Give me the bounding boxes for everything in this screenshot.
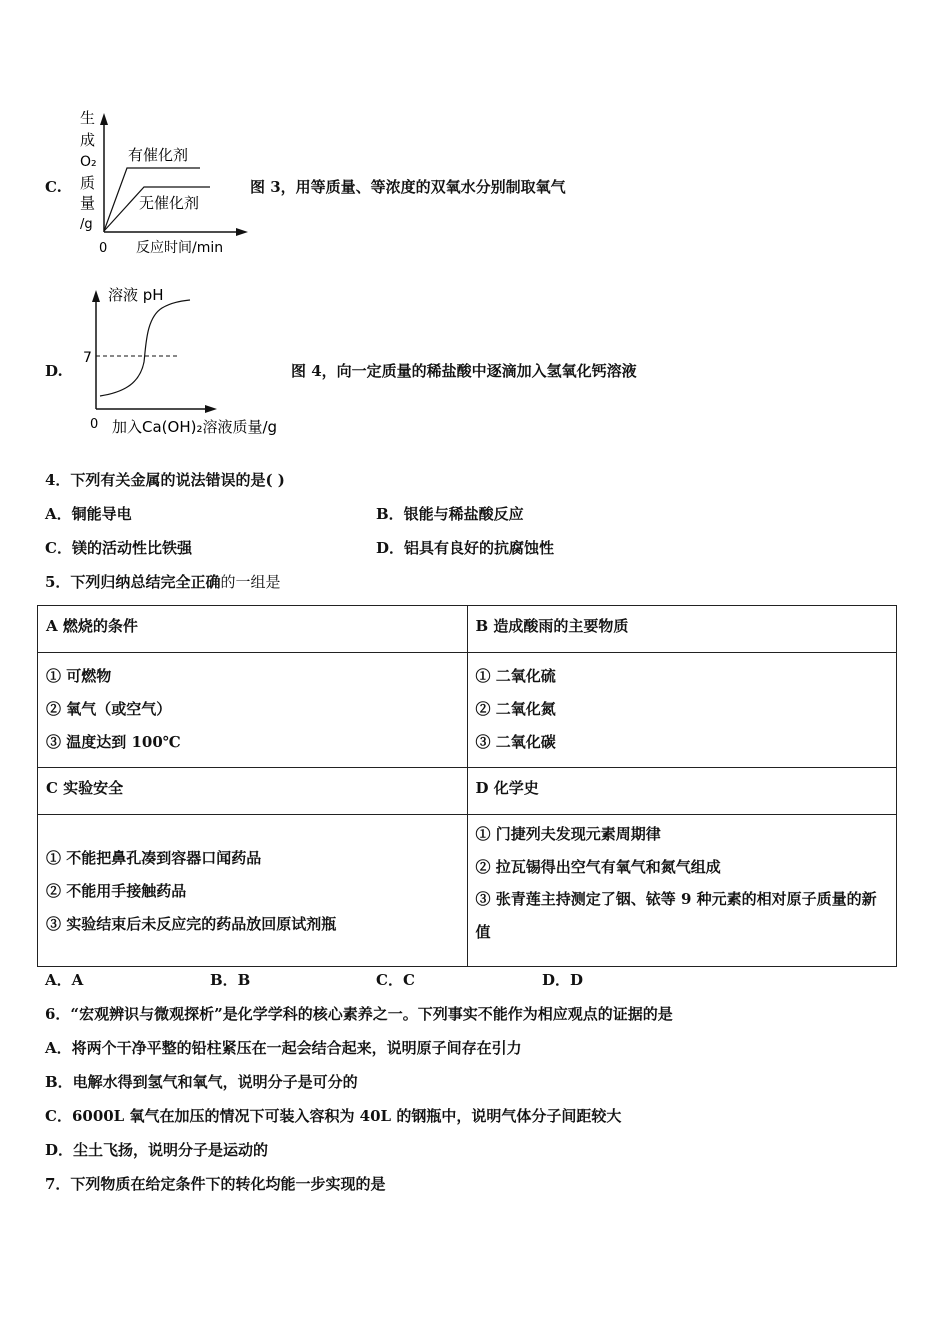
cell-c-title: C 实验安全	[38, 768, 468, 815]
q4-option-c: C．镁的活动性比铁强	[45, 539, 192, 557]
graph-c-y-arrow	[100, 113, 108, 125]
cell-c-items	[38, 815, 468, 967]
graph-c-ylabel-2: 成	[80, 131, 96, 149]
q5-option-c: C．C	[376, 971, 415, 989]
graph-c-ylabel-4: 质	[80, 174, 96, 192]
option-d-label: D.	[45, 362, 63, 380]
cell-c-item: ① 不能把鼻孔凑到容器口闻药品	[46, 848, 262, 867]
graph-c-ylabel-1: 生	[80, 109, 96, 127]
graph-d-curve	[100, 300, 190, 396]
q5-option-d: D．D	[542, 971, 584, 989]
graph-d-y-arrow	[92, 290, 100, 302]
graph-c-ylabel-3: O₂	[80, 154, 97, 170]
q4-option-b: B．银能与稀盐酸反应	[376, 505, 524, 523]
graph-c-curve-catalyst	[104, 168, 200, 231]
cell-d-item: ② 拉瓦锡得出空气有氧气和氮气组成	[475, 857, 721, 876]
option-c-label: C.	[45, 178, 62, 196]
q7-stem: 7．下列物质在给定条件下的转化均能一步实现的是	[45, 1175, 386, 1193]
q5-stem-bold: 5．下列归纳总结完全正确	[45, 573, 221, 591]
cell-a-item: ② 氧气（或空气）	[46, 699, 172, 718]
q6-stem: 6．“宏观辨识与微观探析”是化学学科的核心素养之一。下列事实不能作为相应观点的证据的是	[45, 1005, 673, 1023]
cell-d-title: D 化学史	[467, 768, 897, 815]
graph-d-ylabel: 溶液 pH	[108, 286, 164, 304]
q6-option-d: D．尘土飞扬，说明分子是运动的	[45, 1141, 269, 1159]
cell-d-items	[467, 815, 897, 967]
graph-c-ylabel-5: 量	[80, 194, 96, 212]
q4-stem: 4．下列有关金属的说法错误的是( )	[45, 471, 285, 489]
option-d-caption: 图 4，向一定质量的稀盐酸中逐滴加入氢氧化钙溶液	[291, 362, 637, 380]
q6-option-c: C．6000L 氧气在加压的情况下可装入容积为 40L 的钢瓶中，说明气体分子间距较大	[45, 1107, 622, 1125]
q5-stem	[45, 572, 280, 592]
cell-a-item: ③ 温度达到 100℃	[46, 732, 181, 751]
graph-c-yunit: /g	[80, 217, 93, 232]
option-c-caption: 图 3，用等质量、等浓度的双氧水分别制取氧气	[250, 178, 566, 196]
q5-option-b: B．B	[210, 971, 251, 989]
cell-b-item: ② 二氧化氮	[475, 699, 556, 718]
q6-option-a: A．将两个干净平整的铅柱紧压在一起会结合起来，说明原子间存在引力	[45, 1039, 522, 1057]
cell-b-title: B 造成酸雨的主要物质	[467, 606, 897, 653]
q5-option-a: A．A	[45, 971, 84, 989]
graph-d-x-arrow	[205, 405, 217, 413]
graph-d-xlabel: 加入Ca(OH)₂溶液质量/g	[112, 418, 278, 436]
q4-option-a: A．铜能导电	[45, 505, 132, 523]
cell-d-item: ① 门捷列夫发现元素周期律	[475, 824, 661, 843]
q4-option-d: D．铝具有良好的抗腐蚀性	[376, 539, 555, 557]
cell-b-item: ③ 二氧化碳	[475, 732, 556, 751]
q6-option-b: B．电解水得到氢气和氧气，说明分子是可分的	[45, 1073, 358, 1091]
graph-c-origin: 0	[99, 241, 108, 256]
graph-c-label-no-catalyst: 无催化剂	[139, 194, 200, 212]
cell-c-item: ③ 实验结束后未反应完的药品放回原试剂瓶	[46, 914, 337, 933]
graph-c-x-arrow	[236, 228, 248, 236]
cell-a-items	[38, 653, 468, 768]
graph-d-origin: 0	[90, 417, 99, 432]
cell-b-items	[467, 653, 897, 768]
q5-stem-plain: 的一组是	[220, 573, 281, 591]
graph-c-xlabel: 反应时间/min	[136, 240, 224, 256]
summary-table	[37, 605, 897, 967]
graph-c-label-catalyst: 有催化剂	[128, 146, 189, 164]
cell-c-item: ② 不能用手接触药品	[46, 881, 187, 900]
cell-d-item: ③ 张青莲主持测定了铟、铱等 9 种元素的相对原子质量的新值	[475, 890, 877, 941]
graph-d-ref-value: 7	[83, 350, 92, 366]
graph-c-curve-no-catalyst	[104, 187, 210, 231]
cell-b-item: ① 二氧化硫	[475, 666, 556, 685]
cell-a-title: A 燃烧的条件	[38, 606, 468, 653]
cell-a-item: ① 可燃物	[46, 666, 112, 685]
